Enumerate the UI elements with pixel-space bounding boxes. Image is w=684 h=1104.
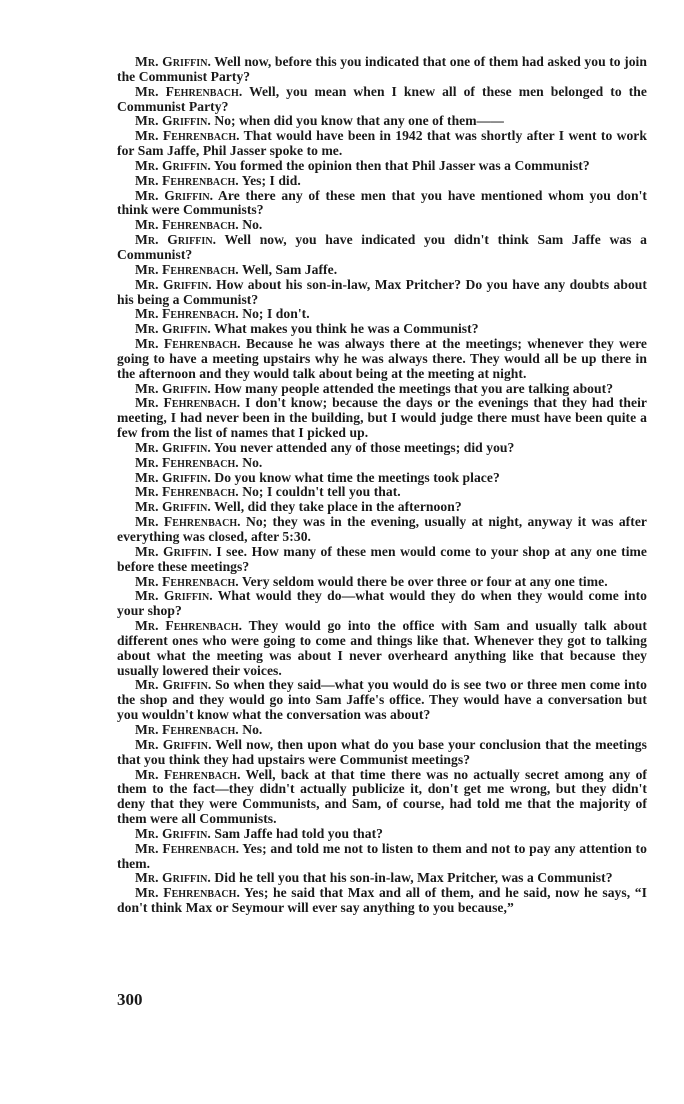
testimony-text: No.: [242, 721, 263, 737]
testimony-paragraph: [117, 515, 647, 545]
speaker-name: Mr. Fehrenbach.: [135, 83, 243, 99]
testimony-text: No; I don't.: [242, 306, 310, 322]
speaker-name: Mr. Griffin.: [135, 543, 212, 559]
testimony-text: How many people attended the meetings that you are talking about?: [214, 380, 614, 396]
testimony-text: Are there any of these men that you have mentioned whom you don't think were Communists?: [117, 187, 647, 218]
testimony-text: Because he was always there at the meetings; whenever they were going to have a meeting upstairs why he was always there. They would all be up there in the afternoon and they would talk about being at the meeting at night.: [117, 336, 647, 381]
testimony-text: Yes; he said that Max and all of them, and he said, now he says, “I don't think Max or Seymour will ever say anything to you because,”: [117, 885, 647, 916]
testimony-paragraph: [117, 678, 647, 723]
speaker-name: Mr. Fehrenbach.: [135, 306, 239, 322]
testimony-paragraph: [117, 723, 647, 738]
testimony-text: Well, back at that time there was no actually secret among any of them to the fact—they didn't actually publicize it, don't get me wrong, but they didn't deny that they were Communists, and Sam, of course, had told me that the majority of them were all Communists.: [117, 766, 647, 827]
speaker-name: Mr. Fehrenbach.: [135, 261, 239, 277]
testimony-paragraph: [117, 827, 647, 842]
testimony-paragraph: [117, 382, 647, 397]
testimony-text: So when they said—what you would do is see two or three men come into the shop and they would go into Sam Jaffe's office. They would have a conversation but you wouldn't know what the conversation was about?: [117, 677, 647, 723]
testimony-paragraph: [117, 619, 647, 678]
testimony-text: You formed the opinion then that Phil Jasser was a Communist?: [213, 157, 590, 173]
speaker-name: Mr. Griffin.: [135, 499, 211, 515]
speaker-name: Mr. Fehrenbach.: [135, 618, 243, 634]
speaker-name: Mr. Griffin.: [135, 187, 214, 203]
testimony-paragraph: [117, 263, 647, 278]
speaker-name: Mr. Griffin.: [135, 677, 212, 693]
speaker-name: Mr. Fehrenbach.: [135, 128, 240, 144]
testimony-paragraph: [117, 114, 647, 129]
testimony-paragraph: [117, 159, 647, 174]
testimony-paragraph: [117, 471, 647, 486]
speaker-name: Mr. Fehrenbach.: [135, 840, 240, 856]
speaker-name: Mr. Griffin.: [135, 113, 211, 129]
testimony-text: Very seldom would there be over three or four at any one time.: [241, 573, 608, 589]
testimony-paragraph: [117, 575, 647, 590]
testimony-paragraph: [117, 589, 647, 619]
testimony-text: Did he tell you that his son-in-law, Max Pritcher, was a Communist?: [214, 870, 613, 886]
speaker-name: Mr. Griffin.: [135, 469, 211, 485]
speaker-name: Mr. Griffin.: [135, 870, 211, 886]
speaker-name: Mr. Griffin.: [135, 736, 212, 752]
testimony-text: You never attended any of those meetings; did you?: [213, 439, 515, 455]
speaker-name: Mr. Fehrenbach.: [135, 454, 239, 470]
testimony-text: Yes; I did.: [241, 172, 301, 188]
testimony-paragraph: [117, 278, 647, 308]
testimony-text: I see. How many of these men would come to your shop at any one time before these meetings?: [117, 543, 647, 574]
testimony-paragraph: [117, 189, 647, 219]
testimony-text: No; when did you know that any one of them——: [214, 113, 504, 129]
transcript-body: [117, 55, 647, 916]
speaker-name: Mr. Fehrenbach.: [135, 217, 239, 233]
testimony-paragraph: [117, 337, 647, 382]
speaker-name: Mr. Fehrenbach.: [135, 484, 239, 500]
testimony-paragraph: [117, 307, 647, 322]
testimony-paragraph: [117, 174, 647, 189]
testimony-text: I don't know; because the days or the evenings that they had their meeting, I had never been in the building, but I would judge there must have been quite a few from the list of names that I picked up.: [117, 395, 647, 441]
testimony-paragraph: [117, 129, 647, 159]
speaker-name: Mr. Fehrenbach.: [135, 336, 241, 352]
speaker-name: Mr. Griffin.: [135, 276, 212, 292]
testimony-text: No.: [242, 454, 263, 470]
testimony-paragraph: [117, 886, 647, 916]
testimony-text: Well now, you have indicated you didn't think Sam Jaffe was a Communist?: [117, 232, 647, 262]
testimony-text: Well, did they take place in the afternoon?: [214, 499, 462, 515]
testimony-paragraph: [117, 871, 647, 886]
page-number: 300: [117, 990, 143, 1009]
testimony-paragraph: [117, 85, 647, 115]
speaker-name: Mr. Griffin.: [135, 232, 217, 248]
testimony-text: Well now, before this you indicated that one of them had asked you to join the Communist Party?: [117, 54, 647, 84]
speaker-name: Mr. Fehrenbach.: [135, 172, 239, 188]
testimony-paragraph: [117, 441, 647, 456]
testimony-paragraph: [117, 55, 647, 85]
speaker-name: Mr. Griffin.: [135, 54, 211, 69]
testimony-paragraph: [117, 322, 647, 337]
testimony-text: Well now, then upon what do you base your conclusion that the meetings that you think they had upstairs were Communist meetings?: [117, 736, 647, 767]
testimony-text: Do you know what time the meetings took place?: [214, 469, 500, 485]
speaker-name: Mr. Griffin.: [135, 321, 211, 337]
testimony-paragraph: [117, 456, 647, 471]
speaker-name: Mr. Fehrenbach.: [135, 573, 239, 589]
speaker-name: Mr. Fehrenbach.: [135, 395, 241, 411]
testimony-paragraph: [117, 485, 647, 500]
speaker-name: Mr. Fehrenbach.: [135, 514, 241, 530]
speaker-name: Mr. Griffin.: [135, 588, 213, 604]
testimony-text: What makes you think he was a Communist?: [214, 321, 479, 337]
speaker-name: Mr. Griffin.: [135, 157, 211, 173]
speaker-name: Mr. Fehrenbach.: [135, 766, 241, 782]
testimony-text: That would have been in 1942 that was shortly after I went to work for Sam Jaffe, Phil Jasser spoke to me.: [117, 128, 647, 159]
testimony-text: No.: [242, 217, 263, 233]
testimony-text: No; I couldn't tell you that.: [242, 484, 401, 500]
testimony-paragraph: [117, 545, 647, 575]
testimony-text: Yes; and told me not to listen to them and not to pay any attention to them.: [117, 840, 647, 871]
testimony-paragraph: [117, 738, 647, 768]
testimony-paragraph: [117, 396, 647, 441]
testimony-text: No; they was in the evening, usually at night, anyway it was after everything was closed, after 5:30.: [117, 514, 647, 544]
testimony-text: How about his son-in-law, Max Pritcher? Do you have any doubts about his being a Communist?: [117, 276, 647, 307]
testimony-paragraph: [117, 218, 647, 233]
testimony-paragraph: [117, 768, 647, 827]
testimony-paragraph: [117, 233, 647, 263]
speaker-name: Mr. Fehrenbach.: [135, 721, 239, 737]
testimony-text: They would go into the office with Sam and usually talk about different ones who were going to come and things like that. Whenever they got to talking about what the meeting was about I never overheard anything like that because they usually lowered their voices.: [117, 618, 647, 678]
testimony-paragraph: [117, 842, 647, 872]
speaker-name: Mr. Griffin.: [135, 825, 211, 841]
testimony-text: Sam Jaffe had told you that?: [214, 825, 384, 841]
testimony-text: What would they do—what would they do when they would come into your shop?: [117, 588, 648, 619]
testimony-text: Well, you mean when I knew all of these men belonged to the Communist Party?: [117, 83, 647, 114]
testimony-paragraph: [117, 500, 647, 515]
speaker-name: Mr. Fehrenbach.: [135, 885, 240, 901]
testimony-text: Well, Sam Jaffe.: [241, 261, 338, 277]
speaker-name: Mr. Griffin.: [135, 439, 211, 455]
speaker-name: Mr. Griffin.: [135, 380, 211, 396]
